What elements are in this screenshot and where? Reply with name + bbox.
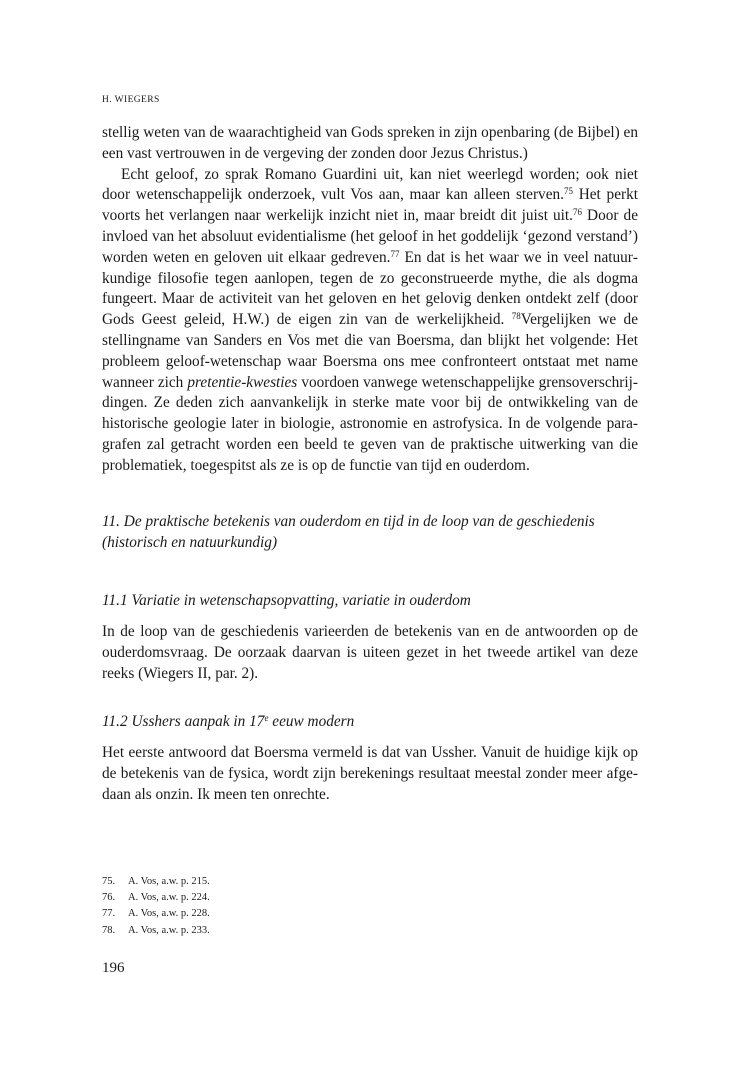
superscript: e xyxy=(264,713,269,723)
footnote-ref-76: 76 xyxy=(573,207,582,218)
footnote-text: A. Vos, a.w. p. 215. xyxy=(128,876,210,887)
footnote-ref-75: 75 xyxy=(563,186,573,197)
footnote xyxy=(102,923,210,939)
text-run: Vergelijken we de stellingname van Sanders en Vos met die van Boersma, dan blijkt het volgende: Het probleem geloof-wetenschap waar Boersma ons mee confronteert ontstaat met name wanneer zich xyxy=(102,311,638,391)
footnote-ref-77: 77 xyxy=(390,248,400,259)
page-number: 196 xyxy=(102,960,125,976)
text-run: Het perkt voorts het verlangen naar werkelijk inzicht niet in, maar breidt dit juist uit. xyxy=(102,186,638,225)
paragraph-guardini xyxy=(102,165,638,477)
footnote xyxy=(102,890,210,906)
text-run: En dat is het waar we in veel natuurkundige filosofie tegen aanlopen, tegen de zo geconstrueerde mythe, die als dogma fungeert. Maar de activiteit van het geloven en het gelovig denken ontdekt zelf (door Gods Geest geleid, H.W.) de eigen zin van de werkelijkheid. xyxy=(102,248,638,329)
subsection-heading-11-2 xyxy=(102,712,638,733)
heading-text: eeuw modern xyxy=(268,713,355,730)
body-text-block xyxy=(102,123,638,477)
footnote-number: 78. xyxy=(102,924,116,936)
footnote-number: 77. xyxy=(102,908,116,920)
footnote-text: A. Vos, a.w. p. 228. xyxy=(128,908,210,920)
paragraph-variatie: In de loop van de geschiedenis varieerden de betekenis van en de antwoorden op de ouderdomsvraag. De oorzaak daarvan is uiteen gezet in het tweede artikel van deze reeks (Wiegers II, par. 2). xyxy=(102,623,638,682)
paragraph-ussher: Het eerste antwoord dat Boersma vermeld is dat van Ussher. Vanuit de huidige kijk op de betekenis van de fysica, wordt zijn berekenings resultaat meestal zonder meer afgedaan als onzin. Ik meen ten onrechte. xyxy=(102,744,638,803)
footnote-number: 76. xyxy=(102,892,116,904)
footnote xyxy=(102,874,210,890)
footnote-text: A. Vos, a.w. p. 233. xyxy=(128,924,210,936)
subsection-heading-11-1: 11.1 Variatie in wetenschapsopvatting, variatie in ouderdom xyxy=(102,592,471,609)
text-run: voordoen vanwege wetenschappelijke grensoverschrijdingen. Ze deden zich aanvankelijk in sterke mate voor bij de ontwikkeling van de historische geologie later in biologie, astronomie en astrofysica. In de volgende paragrafen zal getracht worden een beeld te geven van de praktische uitwerking van die problematiek, toegespitst als ze is op de functie van tijd en ouderdom. xyxy=(102,373,638,474)
text-run: Echt geloof, zo sprak Romano Guardini uit, kan niet weerlegd worden; ook niet door wetenschappelijk onderzoek, vult Vos aan, maar kan alleen sterven. xyxy=(102,165,638,204)
body-text-block xyxy=(102,743,638,805)
paragraph-continuation: stellig weten van de waarachtigheid van Gods spreken in zijn openbaring (de Bijbel) en een vast vertrouwen in de vergeving der zonden door Jezus Christus.) xyxy=(102,124,638,162)
italic-term: pretentie-kwesties xyxy=(187,373,298,391)
section-heading-11: 11. De praktische betekenis van ouderdom en tijd in de loop van de geschiedenis (historisch en natuurkundig) xyxy=(102,513,595,551)
footnote-number: 75. xyxy=(102,876,116,887)
running-head: H. WIEGERS xyxy=(102,95,160,105)
footnote xyxy=(102,906,210,922)
body-text-block xyxy=(102,622,638,684)
footnote-text: A. Vos, a.w. p. 224. xyxy=(128,892,210,904)
heading-text: 11.2 Usshers aanpak in 17 xyxy=(102,713,265,730)
text-run: Door de invloed van het absoluut evidentialisme (het geloof in het goddelijk ‘gezond verstand’) worden weten en geloven uit elkaar gedreven. xyxy=(102,207,638,266)
footnote-ref-78: 78 xyxy=(511,311,521,322)
footnotes xyxy=(102,874,210,939)
